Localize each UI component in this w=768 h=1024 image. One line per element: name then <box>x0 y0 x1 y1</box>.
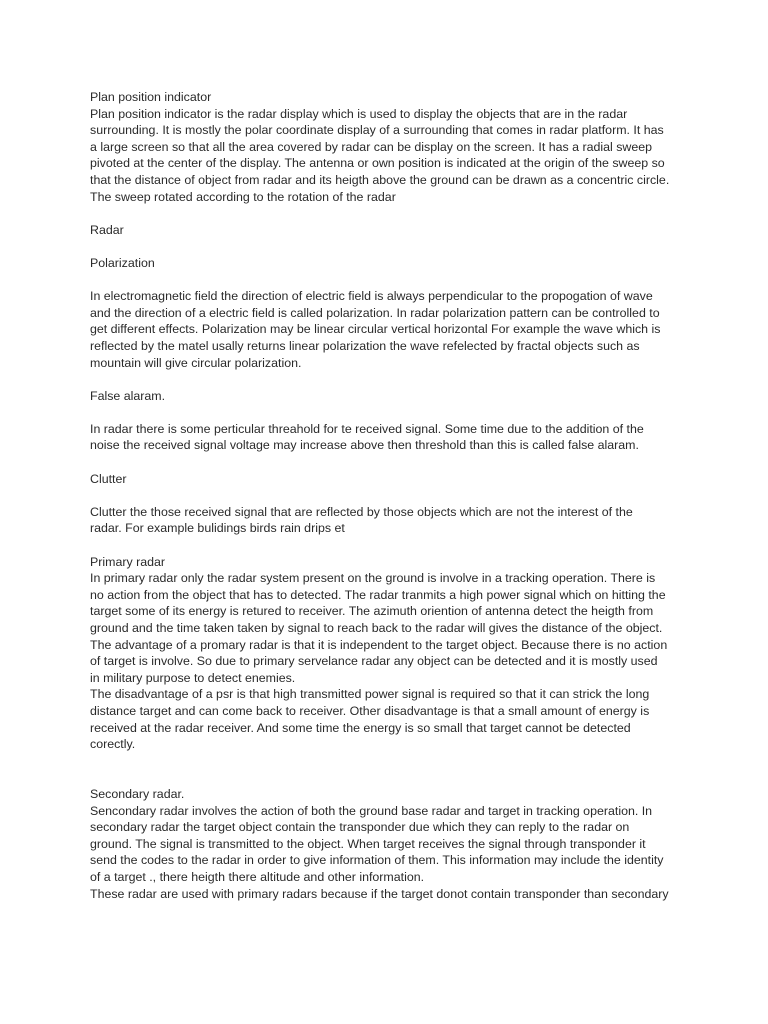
heading-radar: Radar <box>90 222 124 237</box>
text-line: reflected by the matel usally returns linear polarization the wave refelected by fractal objects such as <box>90 338 640 353</box>
heading-false-alarm: False alaram. <box>90 388 166 403</box>
text-line: radar. For example bulidings birds rain drips et <box>90 521 345 536</box>
text-line: of a target ., there heigth there altitude and other information. <box>90 869 425 884</box>
text-line: received at the radar receiver. And some time the energy is so small that target cannot be detected <box>90 720 631 735</box>
text-line: pivoted at the center of the display. The antenna or own position is indicated at the origin of the sweep so <box>90 156 665 171</box>
heading-polarization: Polarization <box>90 255 155 270</box>
text-line: surrounding. It is mostly the polar coordinate display of a surrounding that comes in radar platform. It has <box>90 123 664 138</box>
text-line: of target is involve. So due to primary servelance radar any object can be detected and it is mostly used <box>90 654 658 669</box>
document-body <box>90 89 690 902</box>
text-line: The sweep rotated according to the rotation of the radar <box>90 189 396 204</box>
text-line: a large screen so that all the area covered by radar can be display on the screen. It has a radial sweep <box>90 139 653 154</box>
paragraph-false-alarm <box>90 421 690 454</box>
heading-clutter: Clutter <box>90 471 127 486</box>
text-line: Plan position indicator is the radar display which is used to display the objects that are in the radar <box>90 106 628 121</box>
paragraph-plan-position-indicator <box>90 106 690 206</box>
text-line: send the codes to the radar in order to give information of them. This information may include the identity <box>90 853 664 868</box>
text-line: In electromagnetic field the direction of electric field is always perpendicular to the propogation of wave <box>90 289 653 304</box>
text-line: noise the received signal voltage may increase above then threshold than this is called false alaram. <box>90 438 639 453</box>
paragraph-secondary-radar <box>90 803 690 903</box>
text-line: and the direction of a electric field is called polarization. In radar polarization pattern can be controlled to <box>90 305 660 320</box>
text-line: ground. The signal is transmitted to the object. When target receives the signal through transponder it <box>90 836 646 851</box>
text-line: The advantage of a promary radar is that it is independent to the target object. Because there is no action <box>90 637 668 652</box>
heading-plan-position-indicator: Plan position indicator <box>90 90 212 104</box>
text-line: target some of its energy is retured to receiver. The azimuth oriention of antenna detect the heigth from <box>90 604 654 619</box>
text-line: corectly. <box>90 737 136 752</box>
text-line: distance target and can come back to receiver. Other disadvantage is that a small amount of energy is <box>90 703 650 718</box>
text-line: These radar are used with primary radars because if the target donot contain transponder than secondary <box>90 886 669 901</box>
text-line: in military purpose to detect enemies. <box>90 670 296 685</box>
text-line: that the distance of object from radar and its heigth above the ground can be drawn as a concentric circle. <box>90 172 670 187</box>
heading-secondary-radar: Secondary radar. <box>90 786 185 801</box>
text-line: In primary radar only the radar system present on the ground is involve in a tracking operation. There is <box>90 571 656 586</box>
heading-primary-radar: Primary radar <box>90 554 166 569</box>
text-line: get different effects. Polarization may be linear circular vertical horizontal For example the wave which is <box>90 322 661 337</box>
text-line: no action from the object that has to detected. The radar tranmits a high power signal which on hitting the <box>90 587 666 602</box>
text-line: The disadvantage of a psr is that high transmitted power signal is required so that it can strick the long <box>90 687 650 702</box>
text-line: secondary radar the target object contain the transponder due which they can reply to the radar on <box>90 820 630 835</box>
text-line: Clutter the those received signal that are reflected by those objects which are not the interest of the <box>90 504 633 519</box>
text-line: In radar there is some perticular threahold for te received signal. Some time due to the addition of the <box>90 421 644 436</box>
text-line: Sencondary radar involves the action of both the ground base radar and target in tracking operation. In <box>90 803 653 818</box>
paragraph-primary-radar <box>90 570 690 753</box>
text-line: mountain will give circular polarization. <box>90 355 302 370</box>
paragraph-clutter <box>90 504 690 537</box>
text-line: ground and the time taken taken by signal to reach back to the radar will gives the distance of the object. <box>90 621 663 635</box>
paragraph-polarization <box>90 288 690 371</box>
